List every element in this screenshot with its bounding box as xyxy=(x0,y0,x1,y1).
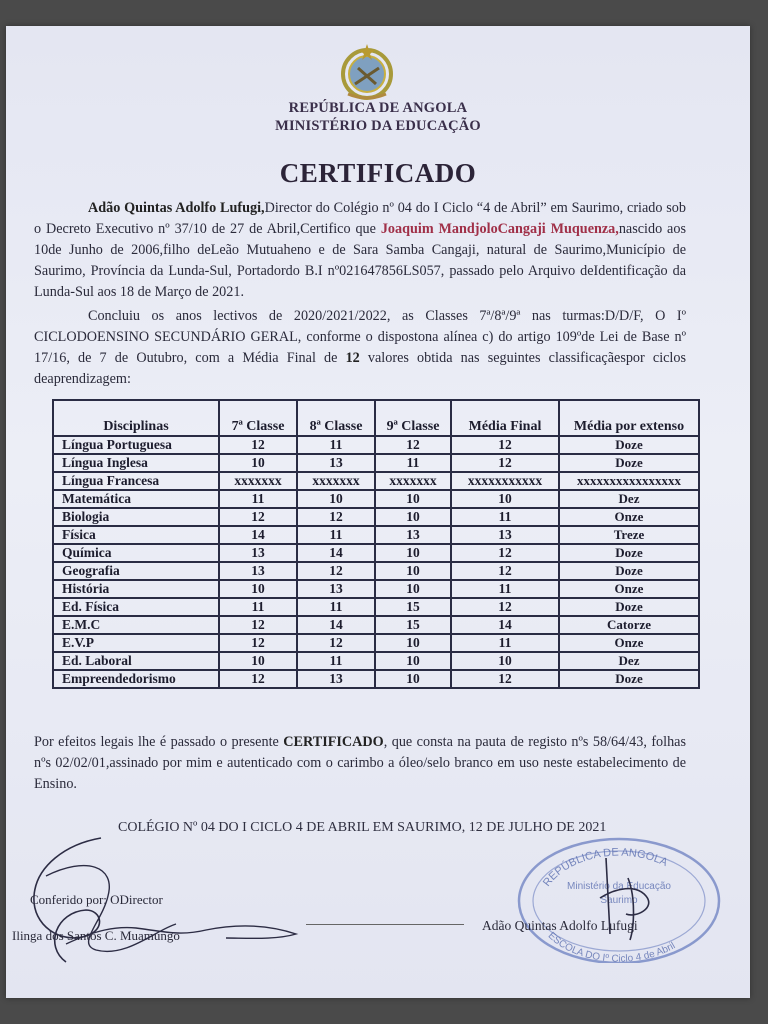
grade-cell: 11 xyxy=(451,580,559,598)
republic-heading: REPÚBLICA DE ANGOLA xyxy=(288,100,468,116)
grade-cell: 13 xyxy=(451,526,559,544)
grade-cell: 13 xyxy=(297,454,375,472)
grade-words-cell: Doze xyxy=(559,598,699,616)
grade-cell: 10 xyxy=(375,544,451,562)
subject-cell: E.M.C xyxy=(53,616,219,634)
final-mean: 12 xyxy=(345,350,360,366)
subject-cell: Matemática xyxy=(53,490,219,508)
grade-cell: 12 xyxy=(219,670,297,688)
grade-cell: 12 xyxy=(451,562,559,580)
grade-cell: 12 xyxy=(451,598,559,616)
intro-text-2: nascido aos 10de Junho de 2006,filho deLeão Mutuaheno e de Sara Samba Cangaji, natural de Saurimo,Município de Saurimo, Província da Lunda-Sul, Portadordo B.I nº021647856LS057, passado pelo Arquivo deIdentificação da Lunda-Sul aos 18 de Março de 2021. xyxy=(34,221,686,300)
subject-cell: Língua Portuguesa xyxy=(53,436,219,454)
table-header-cell: Média por extenso xyxy=(559,400,699,436)
stamp-ring-bottom: ESCOLA DO Iº Ciclo 4 de Abril xyxy=(545,930,678,963)
grade-words-cell: Treze xyxy=(559,526,699,544)
table-header-row xyxy=(53,400,699,436)
table-row xyxy=(53,526,699,544)
grade-cell: 10 xyxy=(375,652,451,670)
grade-cell: 11 xyxy=(219,490,297,508)
grade-cell: 12 xyxy=(451,670,559,688)
grade-cell: 10 xyxy=(375,580,451,598)
table-row xyxy=(53,454,699,472)
grade-cell: xxxxxxxxxxx xyxy=(451,472,559,490)
subject-cell: Geografia xyxy=(53,562,219,580)
grade-cell: 11 xyxy=(451,508,559,526)
table-header-cell: 9ª Classe xyxy=(375,400,451,436)
grade-cell: 12 xyxy=(375,436,451,454)
subject-cell: Língua Francesa xyxy=(53,472,219,490)
grade-cell: 12 xyxy=(219,436,297,454)
table-row xyxy=(53,652,699,670)
grade-cell: xxxxxxx xyxy=(297,472,375,490)
grade-cell: 10 xyxy=(219,454,297,472)
table-row xyxy=(53,634,699,652)
grade-words-cell: Doze xyxy=(559,544,699,562)
subject-cell: E.V.P xyxy=(53,634,219,652)
grade-cell: 11 xyxy=(297,598,375,616)
courses-text-1: Concluiu os anos lectivos de 2020/2021/2022, as Classes 7ª/8ª/9ª nas turmas:D/D/F, O Iº CICLODOENSINO SECUNDÁRIO GERAL, conforme o dispostona alínea c) do artigo 109ºde Lei de Base nº 17/16, de 7 de Outubro, com a Média Final de xyxy=(34,308,686,366)
grade-words-cell: Doze xyxy=(559,562,699,580)
grade-words-cell: Doze xyxy=(559,454,699,472)
grade-cell: 10 xyxy=(375,562,451,580)
grade-cell: 15 xyxy=(375,598,451,616)
grade-cell: xxxxxxx xyxy=(375,472,451,490)
table-header-cell: Média Final xyxy=(451,400,559,436)
table-row xyxy=(53,580,699,598)
table-row xyxy=(53,508,699,526)
grade-cell: 10 xyxy=(451,490,559,508)
grade-cell: 13 xyxy=(219,544,297,562)
intro-paragraph xyxy=(34,198,686,303)
subject-cell: Empreendedorismo xyxy=(53,670,219,688)
grade-cell: 12 xyxy=(297,508,375,526)
student-name: Joaquim MandjoloCangaji Muquenza, xyxy=(380,221,619,237)
director-name: Adão Quintas Adolfo Lufugi, xyxy=(88,200,265,216)
grade-cell: 13 xyxy=(297,670,375,688)
grade-cell: 12 xyxy=(297,634,375,652)
stamp-line-3: Saurimo xyxy=(600,895,638,906)
grade-words-cell: Dez xyxy=(559,490,699,508)
grade-words-cell: Catorze xyxy=(559,616,699,634)
table-row xyxy=(53,490,699,508)
grade-cell: 13 xyxy=(375,526,451,544)
stamp-line-2: Ministério da Educação xyxy=(567,881,671,892)
grade-cell: 11 xyxy=(451,634,559,652)
stamp-ring-top: REPÚBLICA DE ANGOLA xyxy=(540,846,670,889)
grade-cell: 12 xyxy=(219,634,297,652)
grade-cell: 10 xyxy=(375,508,451,526)
subject-cell: Ed. Laboral xyxy=(53,652,219,670)
intro-text-1: Director do Colégio nº 04 do I Ciclo “4 de Abril” em Saurimo, criado sob o Decreto Executivo nº 37/10 de 27 de Abril,Certifico que xyxy=(34,200,686,237)
table-row xyxy=(53,562,699,580)
table-row xyxy=(53,616,699,634)
grade-cell: 10 xyxy=(375,490,451,508)
grade-cell: 11 xyxy=(219,598,297,616)
table-row xyxy=(53,598,699,616)
grade-cell: 10 xyxy=(375,670,451,688)
signature-line xyxy=(306,924,464,925)
closing-text-2: , que consta na pauta de registo nºs 58/64/43, folhas nºs 02/02/01,assinado por mim e autenticado com o carimbo a óleo/selo branco em uso neste estabelecimento de Ensino. xyxy=(34,734,687,792)
grade-words-cell: Onze xyxy=(559,634,699,652)
table-body xyxy=(53,436,699,688)
grade-cell: xxxxxxx xyxy=(219,472,297,490)
grade-cell: 14 xyxy=(297,616,375,634)
certificate-word: CERTIFICADO xyxy=(283,734,384,750)
ministry-heading: MINISTÉRIO DA EDUCAÇÃO xyxy=(275,118,481,134)
conferido-name: Ilinga dos Santos C. Muamungo xyxy=(12,928,180,943)
grade-words-cell: Dez xyxy=(559,652,699,670)
courses-text-2: valores obtida nas seguintes classificaçãespor ciclos deaprendizagem: xyxy=(34,350,686,387)
grade-cell: 10 xyxy=(219,580,297,598)
angola-coat-of-arms-icon xyxy=(336,40,398,102)
courses-paragraph xyxy=(34,306,686,390)
grade-cell: 13 xyxy=(297,580,375,598)
subject-cell: Biologia xyxy=(53,508,219,526)
conferido-label: Conferido por: ODirector xyxy=(30,892,163,907)
grade-cell: 15 xyxy=(375,616,451,634)
grade-words-cell: Doze xyxy=(559,436,699,454)
closing-paragraph xyxy=(34,732,686,795)
table-header-cell: 8ª Classe xyxy=(297,400,375,436)
grade-cell: 14 xyxy=(297,544,375,562)
subject-cell: Física xyxy=(53,526,219,544)
place-date-line: COLÉGIO Nº 04 DO I CICLO 4 DE ABRIL EM SAURIMO, 12 DE JULHO DE 2021 xyxy=(118,820,607,835)
subject-cell: História xyxy=(53,580,219,598)
grade-cell: 12 xyxy=(451,454,559,472)
table-header-cell: Disciplinas xyxy=(53,400,219,436)
grade-cell: 12 xyxy=(219,508,297,526)
grade-cell: 12 xyxy=(219,616,297,634)
grade-cell: 11 xyxy=(297,526,375,544)
grades-table xyxy=(52,399,700,689)
table-row xyxy=(53,544,699,562)
table-header-cell: 7ª Classe xyxy=(219,400,297,436)
grade-cell: 10 xyxy=(297,490,375,508)
certificate-page xyxy=(6,26,750,998)
closing-text-1: Por efeitos legais lhe é passado o presente xyxy=(34,734,284,750)
table-row xyxy=(53,670,699,688)
grade-cell: 11 xyxy=(297,436,375,454)
grade-cell: 10 xyxy=(219,652,297,670)
document-title: CERTIFICADO xyxy=(279,158,477,188)
grade-cell: 14 xyxy=(451,616,559,634)
grade-cell: 13 xyxy=(219,562,297,580)
grade-cell: 12 xyxy=(451,544,559,562)
grade-words-cell: Onze xyxy=(559,580,699,598)
subject-cell: Ed. Física xyxy=(53,598,219,616)
table-row xyxy=(53,472,699,490)
grade-words-cell: xxxxxxxxxxxxxxxx xyxy=(559,472,699,490)
grade-words-cell: Doze xyxy=(559,670,699,688)
grade-cell: 14 xyxy=(219,526,297,544)
grade-words-cell: Onze xyxy=(559,508,699,526)
subject-cell: Língua Inglesa xyxy=(53,454,219,472)
director-signature-name: Adão Quintas Adolfo Lufugi xyxy=(482,918,638,933)
grade-cell: 10 xyxy=(375,634,451,652)
grade-cell: 12 xyxy=(297,562,375,580)
grade-cell: 12 xyxy=(451,436,559,454)
grade-cell: 10 xyxy=(451,652,559,670)
grade-cell: 11 xyxy=(375,454,451,472)
grade-cell: 11 xyxy=(297,652,375,670)
table-row xyxy=(53,436,699,454)
subject-cell: Química xyxy=(53,544,219,562)
